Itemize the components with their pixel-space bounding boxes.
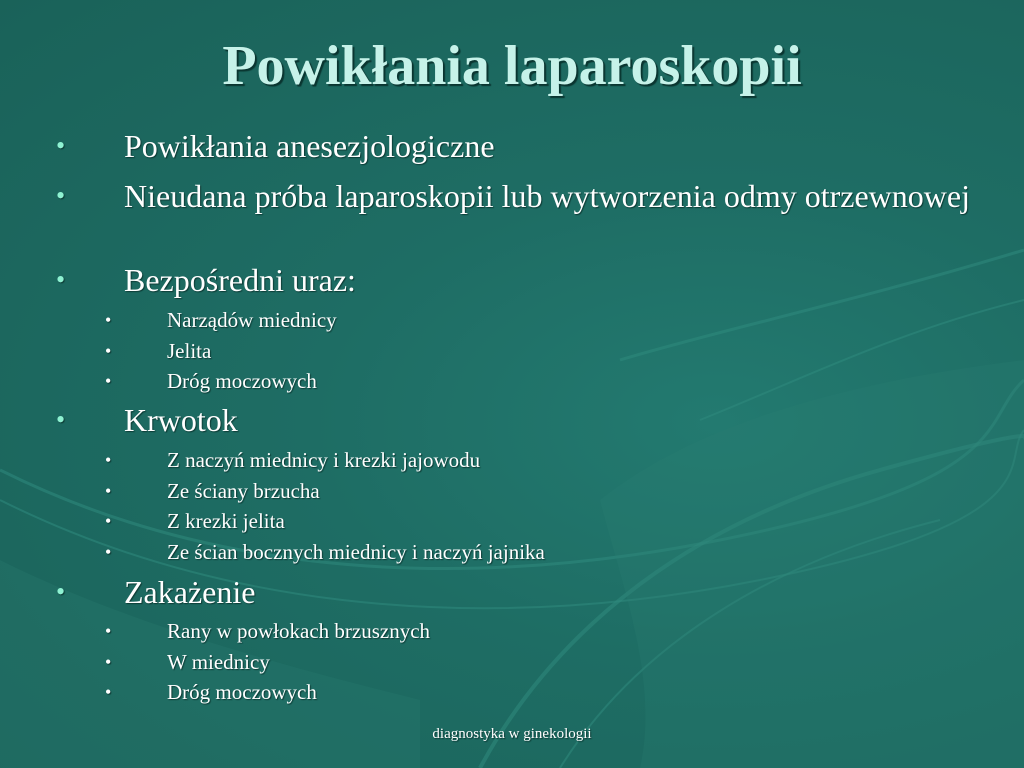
- bullet-icon: •: [105, 371, 112, 391]
- bullet-icon: •: [105, 511, 112, 531]
- list-item-text: Nieudana próba laparoskopii lub wytworzenia odmy otrzewnowej: [124, 178, 970, 214]
- list-subitem: [105, 339, 927, 363]
- bullet-icon: •: [105, 682, 112, 702]
- list-item-text: Ze ścian bocznych miednicy i naczyń jajnika: [167, 540, 545, 564]
- bullet-icon: •: [56, 405, 66, 434]
- list-item-text: Jelita: [167, 339, 212, 363]
- list-item: [56, 128, 984, 164]
- list-subitem: [105, 509, 927, 533]
- bullet-icon: •: [105, 621, 112, 641]
- bullet-icon: •: [105, 481, 112, 501]
- list-subitem: [105, 479, 927, 503]
- list-item-text: W miednicy: [167, 650, 270, 674]
- list-item-text: Dróg moczowych: [167, 680, 317, 704]
- list-item: [56, 262, 984, 298]
- list-item-text: Narządów miednicy: [167, 308, 337, 332]
- list-subitem: [105, 448, 927, 472]
- list-item: [56, 574, 984, 610]
- list-item-text: Zakażenie: [124, 574, 256, 610]
- list-item-text: Z krezki jelita: [167, 509, 285, 533]
- list-subitem: [105, 540, 927, 564]
- list-item-text: Powikłania anesezjologiczne: [124, 128, 495, 164]
- list-item-text: Krwotok: [124, 402, 238, 438]
- bullet-icon: •: [56, 131, 66, 160]
- list-subitem: [105, 619, 927, 643]
- bullet-icon: •: [105, 310, 112, 330]
- bullet-icon: •: [56, 265, 66, 294]
- list-item-text: Ze ściany brzucha: [167, 479, 320, 503]
- bullet-icon: •: [105, 652, 112, 672]
- bullet-icon: •: [105, 542, 112, 562]
- bullet-icon: •: [105, 450, 112, 470]
- list-subitem: [105, 680, 927, 704]
- list-item-text: Rany w powłokach brzusznych: [167, 619, 431, 643]
- list-subitem: [105, 308, 927, 332]
- list-subitem: [105, 369, 927, 393]
- bullet-icon: •: [56, 181, 66, 210]
- list-item-text: Dróg moczowych: [167, 369, 317, 393]
- list-item-text: Z naczyń miednicy i krezki jajowodu: [167, 448, 481, 472]
- slide-title: Powikłania laparoskopii: [222, 35, 802, 97]
- bullet-icon: •: [56, 577, 66, 606]
- list-item: [56, 402, 984, 438]
- list-subitem: [105, 650, 927, 674]
- list-item: [56, 178, 984, 214]
- bullet-icon: •: [105, 341, 112, 361]
- slide-footer: diagnostyka w ginekologii: [432, 726, 592, 742]
- list-item-text: Bezpośredni uraz:: [124, 262, 356, 298]
